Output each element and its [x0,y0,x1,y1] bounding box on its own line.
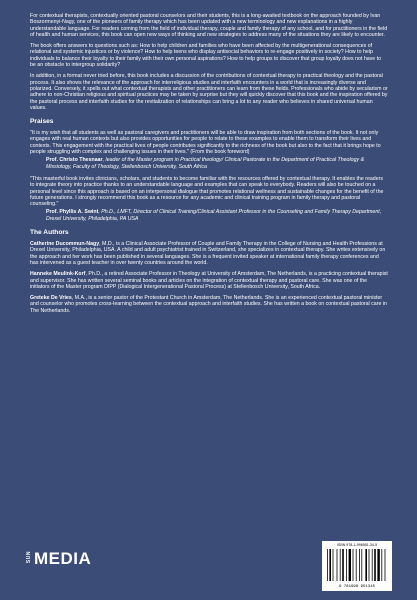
author-text-2: , Ph.D., a retired Associate Professor in Theology at University of Amsterdam, The Netherlands, is a practicing contextual therapist and supervisor. She has written several seminal books and articles on the integration of contextual therapy and pastoral care. She was one of the initiators of the Master program DIPP (Dialogical Intergenerational Pastoral Process) at Stellenbosch University, South Africa. [30,271,388,290]
praise-role-1: , leader of the Master program in Practical theology/ Clinical Pastorate in the Department of Practical Theology & Missiology, Faculty of Theology, Stellenbosch University, South Africa [46,157,365,170]
publisher-logo-media: MEDIA [34,549,92,568]
author-text-3: , M.A., is a senior pastor of the Protestant Church in Amsterdam, The Netherlands. She is an experienced contextual pastoral minister and counselor who promotes cross-learning between the contextual approach and interfaith studies. She has written a book on contextual pastoral care in The Netherlands. [30,295,387,314]
praise-quote-2: "This masterful book invites clinicians, scholars, and students to become familiar with the resources offered by contextual therapy. It enables the readers to integrate theory into practice thanks to an understandable language and examples that can speak to everybody. Readers will also be touched on a personal level since this approach is based on an interpersonal dialogue that promotes relational wellness and sustainable changes for the benefit of the future generations. I strongly recommend this book as a resource for any academic and clinical training program in family therapy and pastoral counseling." [30,175,384,208]
praise-name-2: Prof. Phyllis A. Swint [46,209,99,216]
praise-attribution-1 [46,157,388,170]
author-bio-3 [30,295,388,314]
barcode-bars-icon [327,549,387,581]
publisher-logo [22,539,92,585]
blurb-paragraph-1: For contextual therapists, contextually oriented pastoral counselors and their students, this is a long-awaited textbook on the approach founded by Ivan Boszormenyi-Nagy, one of the pioneers of family therapy which has been updated with a new terminology and new explanations in a highly understandable language. For readers coming from the field of individual therapy, couple and family therapy of any school, and for practitioners in the field of health and human services, this book can open new ways of thinking and new strategies to address many of the situations they are likely to encounter. [30,13,388,38]
isbn-number: ISBN 978-1-998951-34-5 [336,543,378,547]
author-name-3: Greteke De Vries [30,295,72,302]
barcode-digits: 9 781998 951345 [338,585,375,589]
blurb-paragraph-3: In addition, in a format never tried before, this book includes a discussion of the contributions of contextual therapy to practical theology and the pastoral process. It also shows the relevance of the approach for interreligious studies and interfaith encounters in a world that is increasingly diverse and polarized. Conversely, it spells out what contextual therapists and other practitioners can learn from these fields. Professionals who abide by secularism or adhere to non-Christian religious and spiritual practices may be taken by surprise but they will quickly discover that this book and the inspiration offered by the pastoral process and interfaith studies for the revitalization of relationships can bring a lot to any reader who believes in shared universal human values. [30,73,388,111]
author-bio-1 [30,241,388,266]
praise-name-1: Prof. Christo Thesnaar [46,157,103,164]
author-bio-2 [30,271,388,290]
authors-heading: The Authors [30,229,69,237]
praise-role-2: , Ph.D., LMFT, Director of Clinical Training/Clinical Assistant Professor in the Counseling and Family Therapy Department, Drexel University, Philadelphia, PA USA [46,209,382,222]
publisher-logo-sun: SUN [26,551,32,564]
blurb-paragraph-2: The book offers answers to questions such as: How to help children and families who have been affected by the multigenerational consequences of relational and systemic injustices or by violence? How to help teens who display antisocial behaviors to re-engage positively in society? How to help individuals to balance their loyalty to their family with their own personal aspirations? How to help groups to discover that group loyalty does not have to be an obstacle to intergroup solidarity? [30,43,382,69]
author-name-1: Catherine Ducommun-Nagy [30,241,100,248]
praise-attribution-2 [46,209,388,222]
author-name-2: Hanneke Meulink-Korf [30,271,86,278]
praise-quote-1: "It is my wish that all students as well as pastoral caregivers and practitioners will be able to draw inspiration from both sections of the book. It not only engages with real human contexts but also provides opportunities for people to relate to these examples to enable them to transform their lives and contexts. This engagement with the practical lives of people contributes significantly to the richness of the book but also to the fact that it brings hope to people struggling with complex and challenging issues in their lives." (From the book foreword) [30,130,381,156]
author-text-1: , M.D., is a Clinical Associate Professor of Couple and Family Therapy in the College of Nursing and Health Professions at Drexel University, Philadelphia, USA. A child and adult psychiatrist trained in Switzerland, she specializes in contextual therapy. She writes extensively on the approach and her work has been published in several languages. She is a frequent invited speaker at international family therapy conferences and has intervened as a guest teacher in over twenty countries around the world. [30,241,386,266]
praises-heading: Praises [30,118,54,126]
cover-text [30,13,388,319]
isbn-barcode [322,541,392,591]
